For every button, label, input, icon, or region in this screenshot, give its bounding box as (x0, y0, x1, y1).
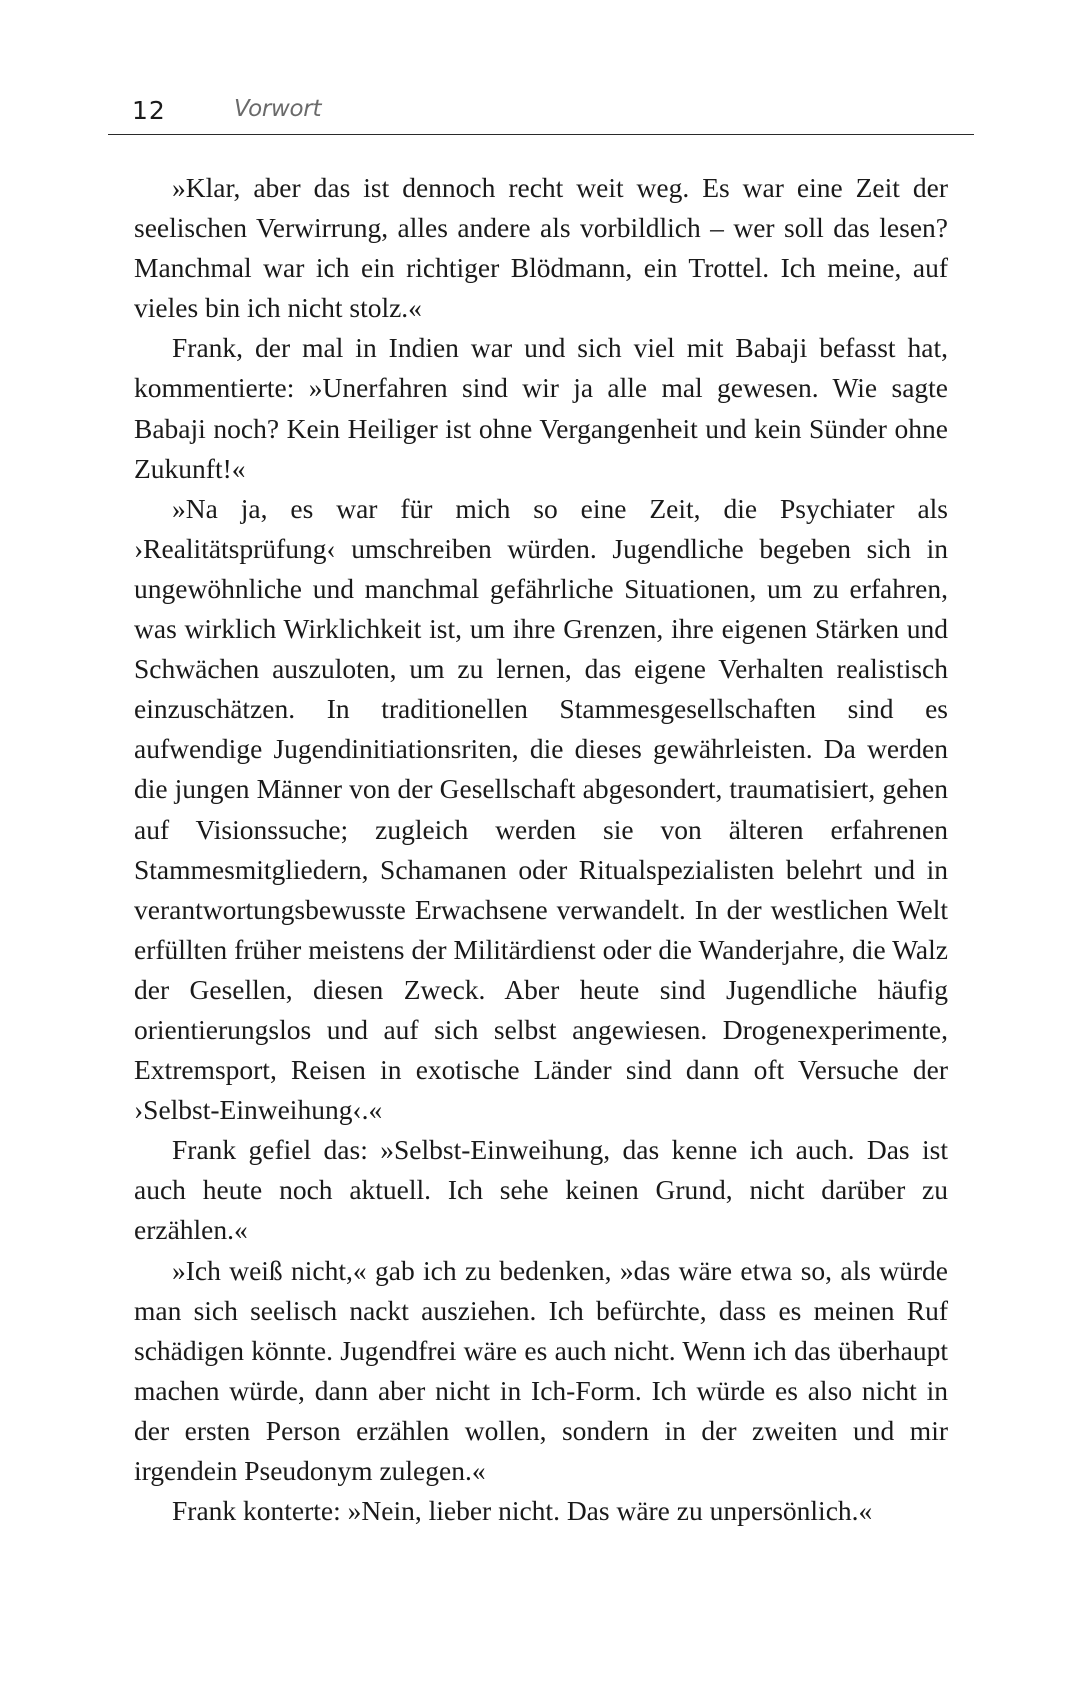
running-header (108, 92, 974, 135)
paragraph: »Na ja, es war für mich so eine Zeit, die Psychiater als ›Realitätsprüfung‹ umschreiben würden. Jugendliche begeben sich in ungewöhnliche und manchmal gefährliche Situationen, um zu erfahren, was wirklich Wirklichkeit ist, um ihre Grenzen, ihre eigenen Stärken und Schwächen auszuloten, um zu lernen, das eigene Verhalten realistisch einzuschätzen. In traditionellen Stammesgesellschaften sind es aufwendige Jugendinitiationsriten, die dieses gewährleisten. Da werden die jungen Männer von der Gesellschaft abgesondert, traumatisiert, gehen auf Visionssuche; zugleich werden sie von älteren erfahrenen Stammesmitgliedern, Schamanen oder Ritualspezialisten belehrt und in verantwortungsbewusste Erwachsene verwandelt. In der westlichen Welt erfüllten früher meistens der Militärdienst oder die Wanderjahre, die Walz der Gesellen, diesen Zweck. Aber heute sind Jugendliche häufig orientierungslos und auf sich selbst angewiesen. Drogenexperimente, Extremsport, Reisen in exotische Länder sind dann oft Versuche der ›Selbst-Einweihung‹.« (134, 492, 948, 1126)
chapter-title: Vorwort (234, 96, 322, 122)
paragraph: Frank konterte: »Nein, lieber nicht. Das wäre zu unpersönlich.« (172, 1495, 873, 1527)
paragraph: Frank gefiel das: »Selbst-Einweihung, das kenne ich auch. Das ist auch heute noch aktuell. Ich sehe keinen Grund, nicht darüber zu erzählen.« (134, 1134, 948, 1246)
paragraph: Frank, der mal in Indien war und sich viel mit Babaji befasst hat, kommentierte: »Unerfahren sind wir ja alle mal gewesen. Wie sagte Babaji noch? Kein Heiliger ist ohne Vergangenheit und kein Sünder ohne Zukunft!« (134, 332, 948, 484)
paragraph: »Klar, aber das ist dennoch recht weit weg. Es war eine Zeit der seelischen Verwirrung, alles andere als vorbildlich – wer soll das lesen? Manchmal war ich ein richtiger Blödmann, ein Trottel. Ich meine, auf vieles bin ich nicht stolz.« (134, 172, 948, 324)
paragraph: »Ich weiß nicht,« gab ich zu bedenken, »das wäre etwa so, als würde man sich seelisch nackt ausziehen. Ich befürchte, dass es meinen Ruf schädigen könnte. Jugendfrei wäre es auch nicht. Wenn ich das überhaupt machen würde, dann aber nicht in Ich-Form. Ich würde es also nicht in der ersten Person erzählen wollen, sondern in der zweiten und mir irgendein Pseudonym zulegen.« (134, 1254, 948, 1486)
body-text (134, 168, 948, 1531)
page-number: 12 (132, 96, 166, 125)
